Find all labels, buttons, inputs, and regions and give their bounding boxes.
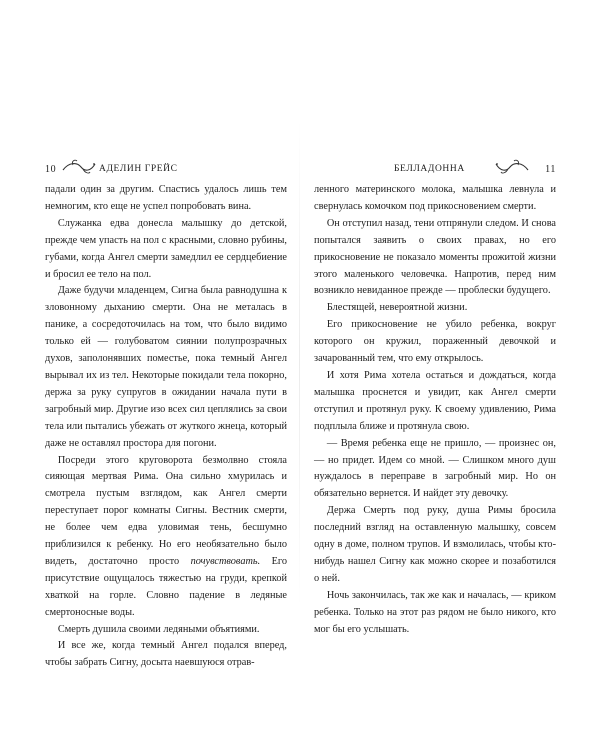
page-number: 11: [545, 164, 556, 175]
paragraph: И все же, когда темный Ангел подался вперед, чтобы забрать Сигну, досыта наевшуюся отрав-: [45, 640, 287, 669]
paragraph: Даже будучи младенцем, Сигна была равнодушна к зловонному дыханию смерти. Она не металась в панике, а сосредоточилась на том, что было видимо только ей — голубоватом сиянии полупрозрачных духов, заполонявших поместье, пока темный Ангел вырывал их из тел. Некоторые покидали тела покорно, держа за руку супругов в ожидании начала пути в загробный мир. Другие изо всех сил цеплялись за свои тела или пытались убежать от жуткого жнеца, который даже не оставлял простора для погони.: [45, 285, 287, 449]
paragraph: падали один за другим. Спастись удалось лишь тем немногим, кто еще не успел попробовать вина.: [45, 184, 287, 212]
paragraph: И хотя Рима хотела остаться и дождаться, когда малышка проснется и увидит, как Ангел смерти отступил и протянул руку. К своему удивлению, Рима подплыла ближе и протянула свою.: [314, 369, 556, 432]
vine-ornament-icon: [494, 158, 530, 176]
vine-ornament-icon: [61, 158, 97, 176]
paragraph: Его прикосновение не убило ребенка, вокруг которого он кружил, пораженный девочкой и зачарованный тем, что ему открылось.: [314, 319, 556, 365]
paragraph: — Время ребенка еще не пришло, — произнес он, — но придет. Идем со мной. — Слишком много душ нуждалось в переправе в загробный мир. Но он обязательно вернется. И найдет эту девочку.: [314, 437, 556, 500]
paragraph: Служанка едва донесла малышку до детской, прежде чем упасть на пол с красными, словно рубины, губами, когда Ангел смерти замедлил ее сердцебиение и бросил ее тело на пол.: [45, 217, 287, 280]
left-page-header: [45, 160, 287, 182]
right-page-text: [314, 182, 556, 638]
paragraph: Ночь закончилась, так же как и началась, — криком ребенка. Только на этот раз рядом не было никого, кто мог бы его услышать.: [314, 589, 556, 635]
paragraph-text: Его присутствие ощущалось тяжестью на груди, крепкой хваткой на горле. Словно падение в ледяные смертоносные воды.: [45, 555, 287, 618]
paragraph-text: Посреди этого круговорота безмолвно стояла сияющая мертвая Рима. Она сильно хмурилась и смотрела пустым взглядом, как Ангел смерти переступает порог комнаты Сигны. Вестник смерти, не более чем едва уловимая тень, бесшумно приблизился к ребенку. Но его необязательно было видеть, достаточно просто: [45, 454, 287, 567]
running-head-author: АДЕЛИН ГРЕЙС: [99, 164, 178, 174]
paragraph: Держа Смерть под руку, душа Римы бросила последний взгляд на оставленную малышку, совсем одну в доме, полном трупов. И взмолилась, чтобы кто-нибудь нашел Сигну как можно скорее и позаботился о ней.: [314, 505, 556, 584]
paragraph: Смерть душила своими ледяными объятиями.: [57, 623, 260, 635]
book-gutter: [299, 118, 300, 608]
paragraph: ленного материнского молока, малышка левнула и свернулась комочком под прикосновением смерти.: [314, 184, 556, 212]
left-page: [45, 160, 287, 672]
running-head-title: БЕЛЛАДОННА: [394, 164, 465, 174]
paragraph: Блестящей, невероятной жизни.: [326, 302, 468, 314]
right-page: [314, 160, 556, 638]
right-page-header: [314, 160, 556, 182]
paragraph: [45, 453, 287, 622]
paragraph: Он отступил назад, тени отпрянули следом. И снова попытался заявить о своих правах, но его прикосновение не показало моменты прожитой жизни этого маленького человечка. Напротив, перед ним возникло невиданное прежде — проблески будущего.: [314, 217, 556, 297]
left-page-text: [45, 182, 287, 672]
emphasis-word: почувствовать.: [190, 555, 261, 567]
page-number: 10: [45, 164, 57, 175]
